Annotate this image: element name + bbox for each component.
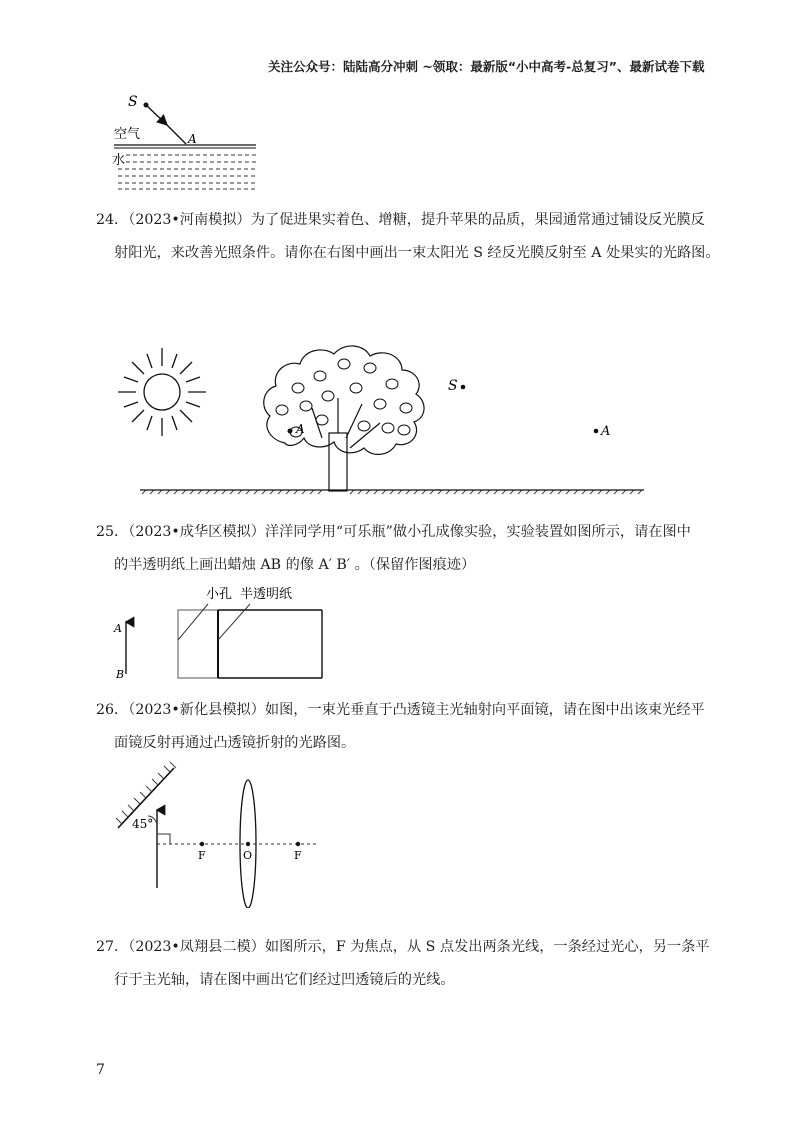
focal-point-right — [296, 842, 300, 846]
page-number: 7 — [96, 1062, 105, 1078]
sun-icon — [118, 348, 206, 436]
q27-line2: 行于主光轴，请在图中画出它们经过凹透镜后的光线。 — [114, 972, 455, 988]
q26-figure — [110, 758, 330, 908]
incident-ray-arrow — [146, 105, 166, 124]
q26-line2: 面镜反射再通过凸透镜折射的光路图。 — [114, 735, 356, 751]
mirror-hatch — [116, 762, 176, 824]
air-water-figure — [110, 88, 270, 196]
f-right-label: F — [294, 849, 302, 862]
q24-point-s-label: S — [448, 378, 458, 394]
candle-a-label: A — [114, 622, 122, 635]
apple-tree — [264, 346, 424, 491]
page-header: 关注公众号：陆陆高分冲刺 ~领取：最新版“小中高考-总复习”、最新试卷下载 — [268, 59, 705, 74]
tree-apple-label: A — [296, 422, 305, 436]
water-label: 水 — [112, 153, 126, 168]
angle-label: 45° — [132, 817, 154, 831]
q24-point-a — [594, 429, 599, 434]
q24-point-s — [461, 385, 466, 390]
hole-leader — [178, 604, 208, 640]
ground-left-hatch — [142, 490, 434, 494]
f-left-label: F — [198, 849, 206, 862]
focal-point-left — [200, 842, 204, 846]
paper-label: 半透明纸 — [240, 587, 293, 602]
q25-figure — [110, 582, 330, 686]
air-label: 空气 — [114, 127, 141, 142]
q24-line2: 射阳光，来改善光照条件。请你在右图中画出一束太阳光 S 经反光膜反射至 A 处果实的光路图。 — [114, 245, 720, 261]
point-a-label: A — [188, 132, 197, 146]
q27-line1: 27．（2023•凤翔县二模）如图所示，F 为焦点，从 S 点发出两条光线，一条经过光心，另一条平 — [96, 939, 710, 955]
tree-apple-point — [288, 429, 293, 434]
right-angle-marker — [157, 834, 170, 844]
water-hatching — [118, 155, 256, 189]
bottle-front — [178, 610, 218, 678]
candle-b-label: B — [116, 668, 125, 681]
q24-point-a-label: A — [601, 424, 611, 439]
point-s-label: S — [128, 94, 138, 110]
hole-label: 小孔 — [206, 587, 233, 602]
optical-center — [246, 842, 250, 846]
q26-line1: 26．（2023•新化县模拟）如图，一束光垂直于凸透镜主光轴射向平面镜，请在图中出该束光经平 — [96, 702, 705, 718]
q24-line1: 24．（2023•河南模拟）为了促进果实着色、增糖，提升苹果的品质，果园通常通过铺设反光膜反 — [96, 212, 705, 228]
q25-line2: 的半透明纸上画出蜡烛 AB 的像 A′ B′ 。（保留作图痕迹） — [114, 557, 476, 573]
ground-right-hatch — [438, 490, 642, 494]
incident-ray — [166, 124, 186, 144]
q24-figure — [110, 338, 670, 502]
q25-line1: 25．（2023•成华区模拟）洋洋同学用“可乐瓶”做小孔成像实验，实验装置如图所示，请在图中 — [96, 524, 691, 540]
o-label: O — [243, 849, 253, 862]
